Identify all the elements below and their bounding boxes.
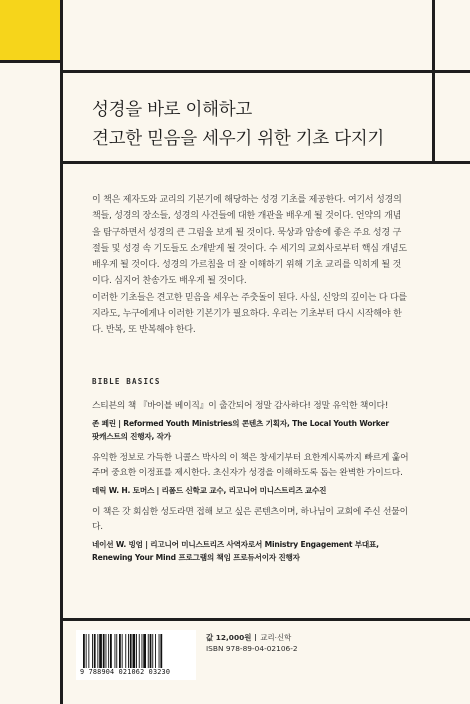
barcode-bar	[106, 634, 107, 668]
isbn: ISBN 978-89-04-02106-2	[206, 644, 298, 653]
barcode-bar	[160, 634, 162, 668]
barcode-bar	[108, 634, 109, 668]
barcode-bar	[139, 634, 140, 668]
barcode-bar	[122, 634, 123, 668]
review-quote: 유익한 정보로 가득한 니콜스 박사의 이 책은 창세기부터 요한계시록까지 빠르게 훑어 주며 중요한 이정표를 제시한다. 초신자가 성경을 이해하도록 돕는 완벽한 가이드다.	[92, 452, 409, 478]
category: 교리·신학	[260, 633, 292, 642]
barcode-bar	[116, 634, 117, 668]
price-info	[206, 632, 298, 654]
vertical-rule-left	[60, 0, 63, 704]
review-2	[92, 451, 410, 497]
price: 값 12,000원	[206, 633, 252, 642]
barcode-bar	[159, 634, 160, 668]
barcode-bar	[97, 634, 98, 668]
barcode-bar	[99, 634, 102, 668]
barcode-digits: 9 788904 021062 03230	[80, 668, 171, 676]
barcode-bar	[125, 634, 126, 668]
barcode-bar	[155, 634, 156, 668]
intro-paragraph-2: 이러한 기초들은 견고한 믿음을 세우는 주춧돌이 된다. 사실, 신앙의 깊이는 다 다를지라도, 누구에게나 이러한 기본기가 필요하다. 우리는 기초부터 다시 시작해야 한다. 반복, 또 반복해야 한다.	[92, 292, 407, 336]
barcode-bar	[133, 634, 136, 668]
barcode-bar	[83, 634, 85, 668]
barcode-bar	[103, 634, 105, 668]
intro-text	[92, 192, 408, 339]
barcode-bar	[152, 634, 153, 668]
barcode-bar	[94, 634, 96, 668]
barcode-bar	[150, 634, 152, 668]
barcode-bar	[110, 634, 112, 668]
price-row	[206, 632, 298, 643]
review-3	[92, 505, 410, 564]
review-quote: 스티븐의 책 『바이블 베이직』이 출간되어 정말 감사하다! 정말 유익한 책이다!	[92, 401, 389, 411]
review-author-line: 네이선 W. 빙엄 | 리고니어 미니스트리즈 사역자로서 Ministry Engagement 부대표,	[92, 539, 379, 549]
review-author-line: Renewing Your Mind 프로그램의 책임 프로듀서이자 진행자	[92, 552, 300, 562]
barcode-bar	[119, 634, 121, 668]
headline	[92, 96, 442, 154]
review-author	[92, 417, 410, 443]
barcode-bar	[148, 634, 149, 668]
headline-line-2: 견고한 믿음을 세우기 위한 기초 다지기	[92, 129, 384, 149]
isbn-row	[206, 643, 298, 654]
review-quote: 이 책은 갓 회심한 성도라면 접해 보고 싶은 콘텐츠이며, 하나님이 교회에 주신 선물이다.	[92, 506, 408, 532]
barcode-bar	[88, 634, 89, 668]
barcode-bar	[128, 634, 129, 668]
section-label: BIBLE BASICS	[92, 377, 161, 386]
barcode-bar	[130, 634, 132, 668]
divider	[255, 634, 256, 641]
review-author	[92, 484, 410, 497]
review-author-line: 존 페린 | Reformed Youth Ministries의 콘텐츠 기획자, The Local Youth Worker	[92, 418, 389, 428]
review-author-line: 데릭 W. H. 토머스 | 리폼드 신학교 교수, 리고니어 미니스트리즈 교수진	[92, 485, 327, 495]
horizontal-rule-yellow	[0, 60, 63, 63]
review-1	[92, 399, 410, 443]
horizontal-rule-bottom	[60, 618, 470, 621]
barcode-icon	[82, 634, 190, 668]
barcode-bar	[115, 634, 116, 668]
reviews	[92, 399, 410, 572]
barcode-box	[76, 630, 196, 680]
barcode-bar	[136, 634, 137, 668]
headline-line-1: 성경을 바로 이해하고	[92, 100, 252, 120]
review-author	[92, 538, 410, 564]
yellow-accent-block	[0, 0, 60, 60]
intro-paragraph-1: 이 책은 제자도와 교리의 기본기에 해당하는 성경 기초를 제공한다. 여기서 성경의 책들, 성경의 장소들, 성경의 사건들에 대한 개관을 배우게 될 것이다. 언약의 개념을 탐구하면서 성경의 큰 그림을 보게 될 것이다. 묵상과 암송에 좋은 주요 성경 구절들 및 성경 속 기도들도 소개받게 될 것이다. 수 세기의 교회사로부터 핵심 개념도 배우게 될 것이다. 성경의 가르침을 더 잘 이해하기 위해 기초 교리를 익히게 될 것이다. 심지어 찬송가도 배우게 될 것이다.	[92, 195, 407, 287]
barcode-bar	[86, 634, 87, 668]
horizontal-rule-mid	[60, 161, 470, 164]
horizontal-rule-top	[60, 70, 470, 73]
barcode-bar	[143, 634, 146, 668]
review-author-line: 팟캐스트의 진행자, 작가	[92, 431, 171, 441]
barcode-bar	[142, 634, 143, 668]
barcode-bar	[92, 634, 93, 668]
